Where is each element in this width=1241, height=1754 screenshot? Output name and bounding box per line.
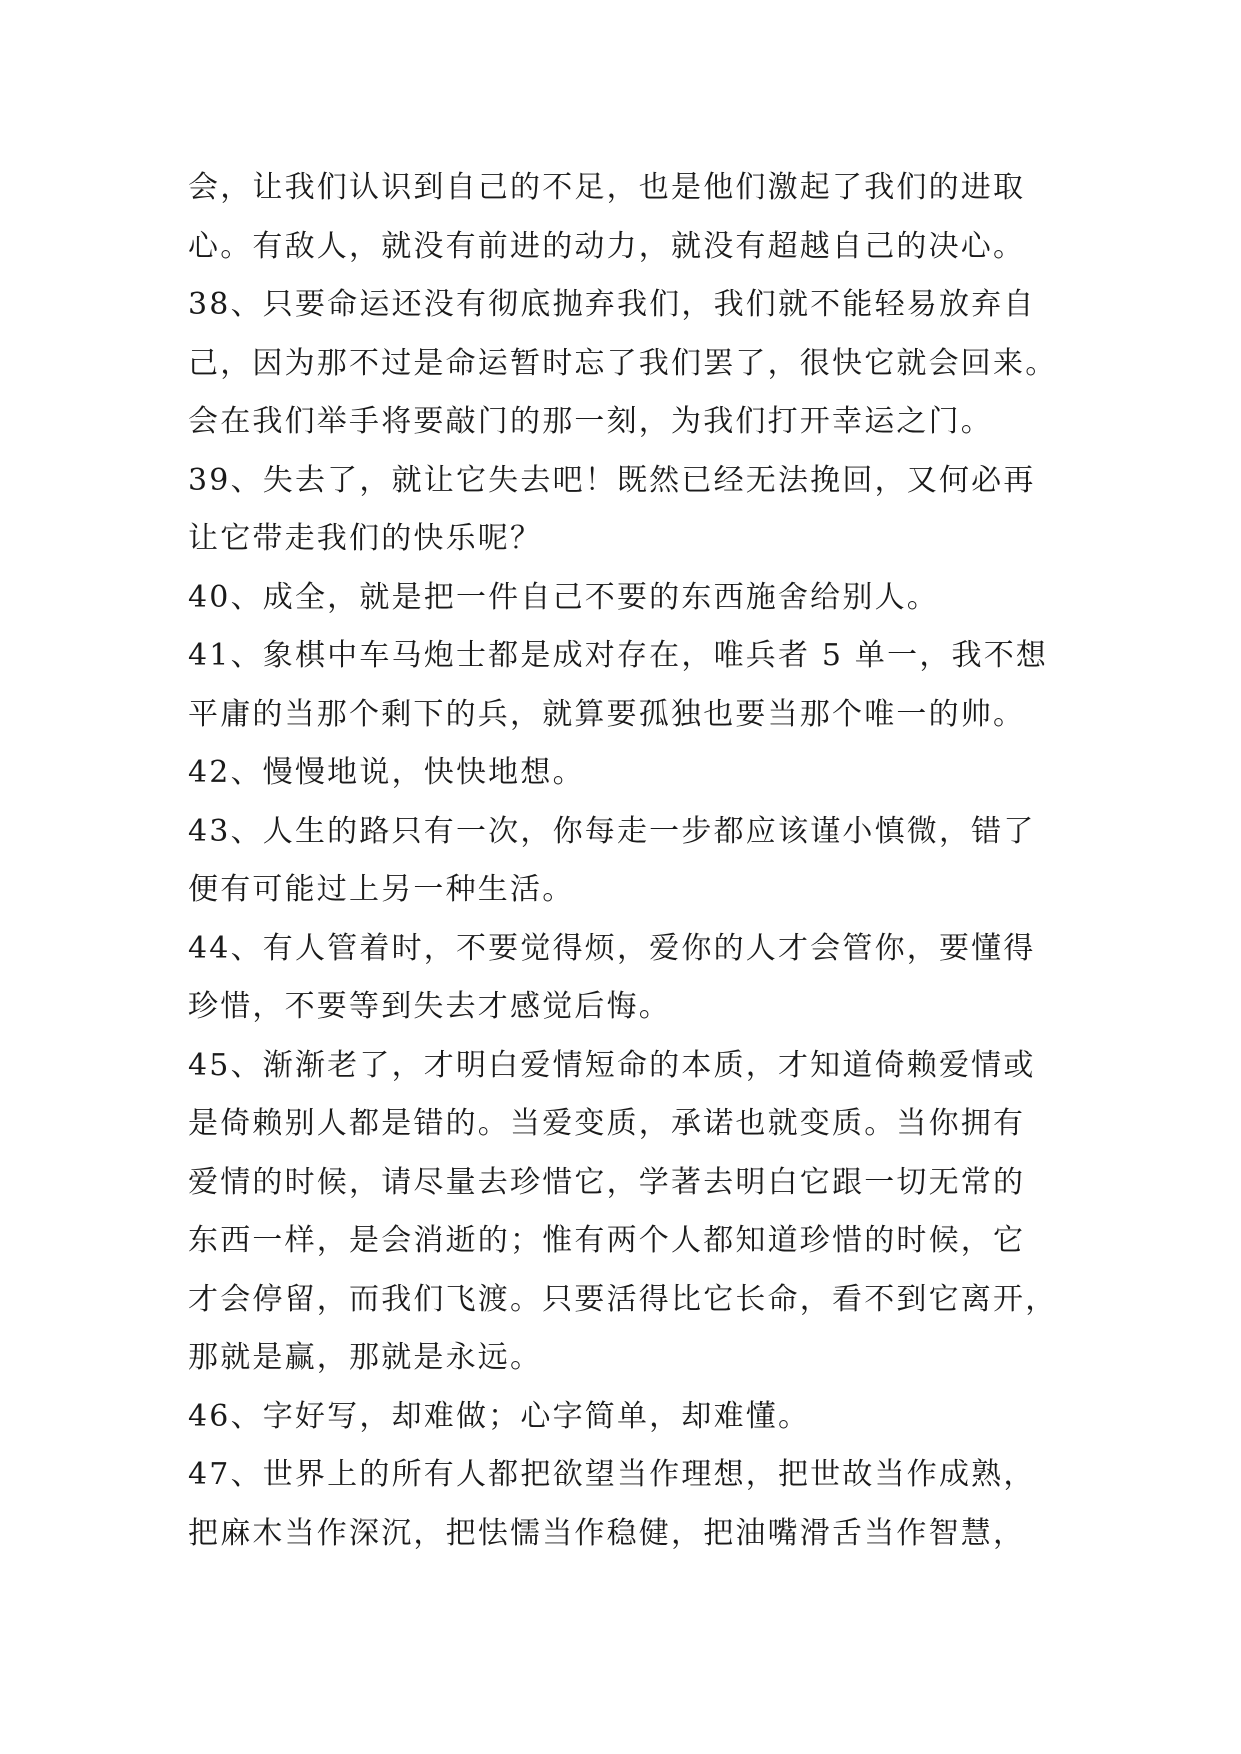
text-line: 东西一样，是会消逝的；惟有两个人都知道珍惜的时候，它 xyxy=(188,1223,1026,1258)
quote-41-line: 41、象棋中车马炮士都是成对存在，唯兵者 5 单一，我不想 xyxy=(188,638,1049,673)
text-line: 才会停留，而我们飞渡。只要活得比它长命，看不到它离开， xyxy=(188,1281,1058,1317)
text-line: 心。有敌人，就没有前进的动力，就没有超越自己的决心。 xyxy=(188,228,1026,264)
text-line: 爱情的时候，请尽量去珍惜它，学著去明白它跟一切无常的 xyxy=(188,1164,1026,1200)
quote-45-line: 45、渐渐老了，才明白爱情短命的本质，才知道倚赖爱情或 xyxy=(188,1047,1036,1083)
text-line: 会，让我们认识到自己的不足，也是他们激起了我们的进取 xyxy=(188,170,1026,205)
quote-42-line: 42、慢慢地说，快快地想。 xyxy=(188,755,585,790)
text-line: 那就是赢，那就是永远。 xyxy=(188,1340,543,1375)
text-line: 是倚赖别人都是错的。当爱变质，承诺也就变质。当你拥有 xyxy=(188,1106,1026,1141)
text-line: 会在我们举手将要敲门的那一刻，为我们打开幸运之门。 xyxy=(188,404,993,439)
text-line: 把麻木当作深沉，把怯懦当作稳健，把油嘴滑舌当作智慧， xyxy=(188,1515,1026,1551)
body-text xyxy=(188,159,1088,1563)
text-line: 己，因为那不过是命运暂时忘了我们罢了，很快它就会回来。 xyxy=(188,345,1058,381)
quote-44-line: 44、有人管着时，不要觉得烦，爱你的人才会管你，要懂得 xyxy=(188,930,1036,966)
quote-47-line: 47、世界上的所有人都把欲望当作理想，把世故当作成熟， xyxy=(188,1457,1036,1492)
text-line: 珍惜，不要等到失去才感觉后悔。 xyxy=(188,989,671,1024)
quote-46-line: 46、字好写，却难做；心字简单，却难懂。 xyxy=(188,1398,811,1434)
quote-43-line: 43、人生的路只有一次，你每走一步都应该谨小慎微，错了 xyxy=(188,813,1036,849)
quote-40-line: 40、成全，就是把一件自己不要的东西施舍给别人。 xyxy=(188,579,939,615)
quote-38-line: 38、只要命运还没有彻底抛弃我们，我们就不能轻易放弃自 xyxy=(188,287,1036,322)
quote-39-line: 39、失去了，就让它失去吧！既然已经无法挽回，又何必再 xyxy=(188,462,1036,498)
text-line: 让它带走我们的快乐呢？ xyxy=(188,521,543,556)
text-line: 便有可能过上另一种生活。 xyxy=(188,872,575,907)
text-line: 平庸的当那个剩下的兵，就算要孤独也要当那个唯一的帅。 xyxy=(188,696,1026,732)
